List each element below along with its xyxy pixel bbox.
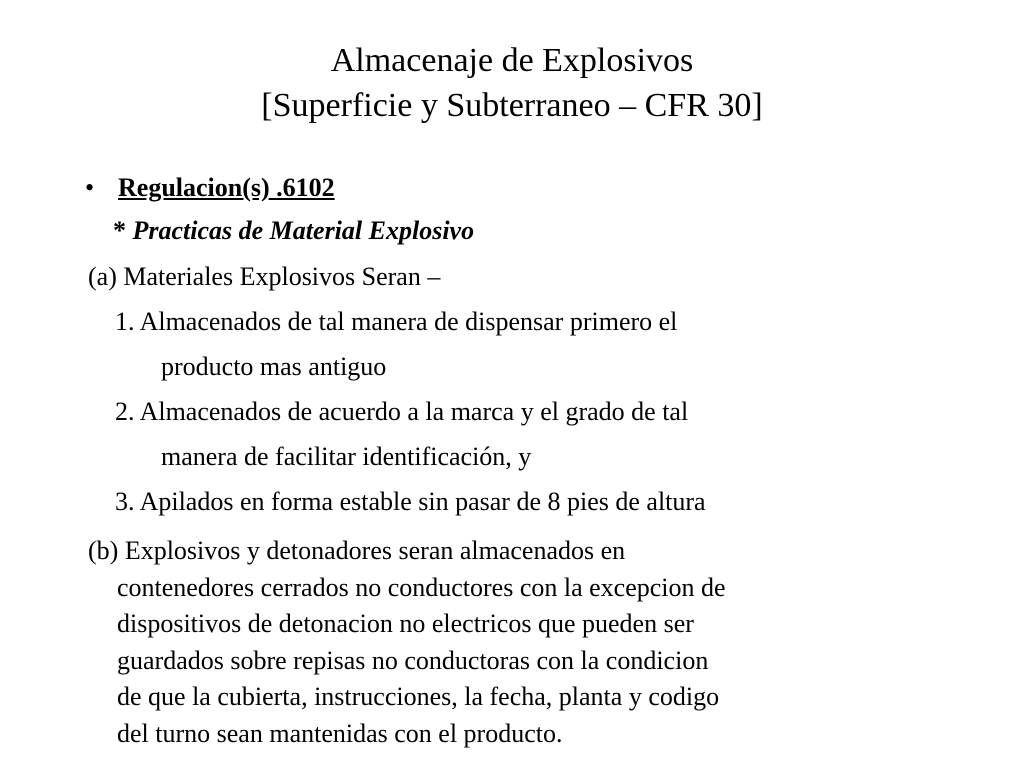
practices-subheading [113, 216, 474, 246]
bullet-icon: • [85, 173, 95, 202]
regulation-heading: Regulacion(s) .6102 [118, 173, 335, 202]
item-b-line: del turno sean mantenidas con el producto. [117, 718, 563, 748]
slide-title-line-2: [Superficie y Subterraneo – CFR 30] [261, 87, 763, 124]
item-b-line: de que la cubierta, instrucciones, la fecha, planta y codigo [117, 682, 720, 711]
item-2-line-1: 2. Almacenados de acuerdo a la marca y el grado de tal [115, 397, 689, 426]
item-b-line: contenedores cerrados no conductores con la excepcion de [117, 572, 726, 602]
item-b-line: guardados sobre repisas no conductoras con la condicion [117, 645, 709, 675]
practices-subheading-text: Practicas de Material Explosivo [132, 216, 475, 245]
slide-title-line-1: Almacenaje de Explosivos [330, 42, 694, 79]
item-b-line: (b) Explosivos y detonadores seran almacenados en [88, 536, 626, 565]
item-1-line-1: 1. Almacenados de tal manera de dispensar primero el [115, 307, 678, 336]
item-2-line-2: manera de facilitar identificación, y [161, 442, 532, 471]
slide-title [0, 38, 1024, 128]
asterisk-marker: * [113, 216, 133, 245]
item-3: 3. Apilados en forma estable sin pasar de 8 pies de altura [115, 487, 706, 516]
item-b-paragraph [88, 533, 928, 752]
item-b-line: dispositivos de detonacion no electricos que pueden ser [117, 609, 694, 638]
item-a: (a) Materiales Explosivos Seran – [88, 262, 441, 291]
item-1-line-2: producto mas antiguo [161, 352, 387, 381]
